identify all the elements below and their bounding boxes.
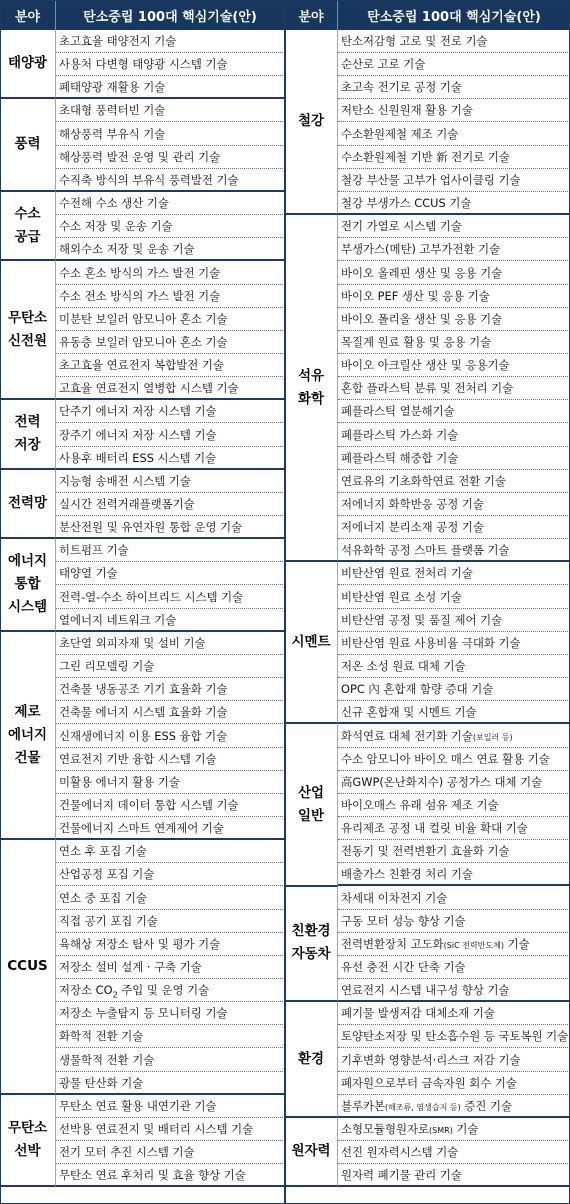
tech-item-left-8-4: 육해상 저장소 탐사 및 평가 기술	[56, 933, 285, 956]
tech-item-left-8-8: 화학적 전환 기술	[56, 1025, 285, 1048]
tech-item-right-3-5: 전동기 및 전력변환기 효율화 기술	[338, 840, 570, 863]
tech-item-left-7-0: 초단열 외피자재 및 설비 기술	[56, 632, 285, 655]
tech-item-right-0-3: 저탄소 신원원재 활용 기술	[338, 99, 570, 122]
tech-item-left-0-0: 초고효율 태양전지 기술	[56, 30, 285, 53]
field-left-7: 제로 에너지 건물	[0, 632, 56, 840]
tech-item-left-8-3: 직접 공기 포집 기술	[56, 910, 285, 933]
tech-item-left-5-1: 실시간 전력거래플랫폼기술	[56, 493, 285, 516]
tech-item-left-8-10: 광물 탄산화 기술	[56, 1072, 285, 1095]
tech-item-right-3-4: 유리제조 공정 내 컬릿 비율 확대 기술	[338, 817, 570, 840]
tech-item-right-2-2: 비탄산염 공정 및 품질 제어 기술	[338, 609, 570, 632]
tech-item-left-7-3: 건축물 에너지 시스템 효율화 기술	[56, 701, 285, 724]
tech-item-right-5-0: 폐기물 발생저감 대체소재 기술	[338, 1002, 570, 1025]
tech-item-right-1-13: 저에너지 분리소재 공정 기술	[338, 516, 570, 539]
tech-item-right-1-0: 전기 가열로 시스템 기술	[338, 215, 570, 238]
field-left-9: 무탄소 선박	[0, 1095, 56, 1188]
tech-item-left-9-3: 무탄소 연료 후처리 및 효율 향상 기술	[56, 1164, 285, 1187]
tech-item-right-1-5: 목질계 원료 활용 및 응용 기술	[338, 331, 570, 354]
tech-item-left-9-2: 전기 모터 추진 시스템 기술	[56, 1141, 285, 1164]
tech-item-right-0-4: 수소환원제철 제조 기술	[338, 123, 570, 146]
tech-item-right-1-11: 연료유의 기초화학연료 전환 기술	[338, 470, 570, 493]
tech-item-right-4-0: 차세대 이차전지 기술	[338, 887, 570, 910]
tech-item-right-2-1: 비탄산염 원료 소성 기술	[338, 586, 570, 609]
field-left-5: 전력망	[0, 470, 56, 539]
tech-item-left-6-3: 열에너지 네트워크 기술	[56, 609, 285, 632]
tech-item-left-7-1: 그린 리모델링 기술	[56, 655, 285, 678]
tech-item-left-7-6: 미활용 에너지 활용 기술	[56, 771, 285, 794]
tech-item-right-0-7: 철강 부생가스 CCUS 기술	[338, 192, 570, 215]
tech-item-left-3-1: 수소 전소 방식의 가스 발전 기술	[56, 285, 285, 308]
field-right-1: 석유 화학	[285, 215, 338, 562]
tech-item-left-3-0: 수소 혼소 방식의 가스 발전 기술	[56, 262, 285, 285]
tech-item-right-1-3: 바이오 PEF 생산 및 응용 기술	[338, 285, 570, 308]
tech-item-right-4-4: 연료전지 시스템 내구성 향상 기술	[338, 979, 570, 1002]
tech-item-right-0-1: 순산로 고로 기술	[338, 53, 570, 76]
tech-item-left-6-2: 전력-열-수소 하이브리드 시스템 기술	[56, 586, 285, 609]
tech-item-left-2-0: 수전해 수소 생산 기술	[56, 192, 285, 215]
tech-item-right-2-0: 비탄산염 원료 전처리 기술	[338, 562, 570, 585]
annotation-note: (SiC 전력반도체)	[443, 940, 504, 950]
tech-item-left-1-1: 해상풍력 부유식 기술	[56, 123, 285, 146]
field-left-4: 전력 저장	[0, 400, 56, 469]
header-field-right: 분야	[285, 0, 338, 30]
tech-item-right-3-1: 수소 암모니아 바이오 매스 연료 활용 기술	[338, 748, 570, 771]
tech-item-right-0-0: 탄소저감형 고로 및 전로 기술	[338, 30, 570, 53]
header-field-left: 분야	[0, 0, 56, 30]
tech-item-left-8-0: 연소 후 포집 기술	[56, 840, 285, 863]
tech-item-left-0-1: 사용처 다변형 태양광 시스템 기술	[56, 53, 285, 76]
tech-item-left-7-2: 건축물 냉동공조 기기 효율화 기술	[56, 678, 285, 701]
field-right-3: 산업 일반	[285, 725, 338, 887]
tech-item-right-1-4: 바이오 폴리올 생산 및 응용 기술	[338, 308, 570, 331]
annotation-note: (해조류, 염생습지 등)	[385, 1102, 461, 1112]
tech-item-right-6-0: 소형모듈형원자로(SMR) 기술	[338, 1118, 570, 1141]
tech-item-left-7-4: 신재생에너지 이용 ESS 융합 기술	[56, 725, 285, 748]
tech-item-left-9-0: 무탄소 연료 활용 내연기관 기술	[56, 1095, 285, 1118]
tech-item-left-8-7: 저장소 누출탐지 등 모니터링 기술	[56, 1002, 285, 1025]
tech-item-right-3-2: 高GWP(온난화지수) 공정가스 대체 기술	[338, 771, 570, 794]
tech-item-left-6-1: 태양열 기술	[56, 562, 285, 585]
tech-item-right-5-2: 기후변화 영향분석·리스크 저감 기술	[338, 1049, 570, 1072]
tech-item-left-3-3: 유동층 보일러 암모니아 혼소 기술	[56, 331, 285, 354]
header-tech-left: 탄소중립 100대 핵심기술(안)	[56, 0, 285, 30]
tech-item-left-1-0: 초대형 풍력터빈 기술	[56, 99, 285, 122]
tech-item-right-2-6: 신규 혼합재 및 시멘트 기술	[338, 701, 570, 724]
field-right-0: 철강	[285, 30, 338, 215]
tech-item-left-8-2: 연소 중 포집 기술	[56, 887, 285, 910]
field-left-3: 무탄소 신전원	[0, 262, 56, 401]
tech-item-right-1-6: 바이오 아크릴산 생산 및 응용기술	[338, 354, 570, 377]
tech-item-left-8-5: 저장소 설비 설계 · 구축 기술	[56, 956, 285, 979]
tech-item-left-5-2: 분산전원 및 유연자원 통합 운영 기술	[56, 516, 285, 539]
tech-item-right-2-3: 비탄산염 원료 사용비율 극대화 기술	[338, 632, 570, 655]
tech-item-right-1-7: 혼합 플라스틱 분류 및 전처리 기술	[338, 377, 570, 400]
tech-item-left-5-0: 지능형 송배전 시스템 기술	[56, 470, 285, 493]
tech-item-left-7-7: 건물에너지 데이터 통합 시스템 기술	[56, 794, 285, 817]
tech-item-right-4-3: 유선 충전 시간 단축 기술	[338, 956, 570, 979]
tech-item-left-9-1: 선박용 연료전지 및 배터리 시스템 기술	[56, 1118, 285, 1141]
tech-item-left-8-6: 저장소 $CO_2$ 주입 및 운영 기술	[56, 979, 285, 1002]
field-left-0: 태양광	[0, 30, 56, 99]
field-left-6: 에너지 통합 시스템	[0, 539, 56, 632]
tech-item-left-3-4: 초고효율 연료전지 복합발전 기술	[56, 354, 285, 377]
tech-item-right-6-2: 원자력 폐기물 관리 기술	[338, 1164, 570, 1187]
tech-item-right-4-2: 전력변환장치 고도화(SiC 전력반도체) 기술	[338, 933, 570, 956]
tech-item-left-2-2: 해외수소 저장 및 운송 기술	[56, 238, 285, 261]
tech-item-right-0-5: 수소환원제철 기반 新 전기로 기술	[338, 146, 570, 169]
tech-item-right-5-3: 폐자원으로부터 금속자원 회수 기술	[338, 1072, 570, 1095]
tech-item-right-1-1: 부생가스(메탄) 고부가전환 기술	[338, 238, 570, 261]
tech-item-left-7-5: 연료전지 기반 융합 시스템 기술	[56, 748, 285, 771]
tech-item-left-1-2: 해상풍력 발전 운영 및 관리 기술	[56, 146, 285, 169]
tech-item-right-1-14: 석유화학 공정 스마트 플랫폼 기술	[338, 539, 570, 562]
tech-item-right-1-9: 폐플라스틱 가스화 기술	[338, 424, 570, 447]
center-divider	[284, 0, 286, 1204]
header-tech-right: 탄소중립 100대 핵심기술(안)	[338, 0, 570, 30]
tech-item-left-3-5: 고효율 연료전지 열병합 시스템 기술	[56, 377, 285, 400]
annotation-note: (보일러 등)	[472, 732, 513, 742]
tech-item-right-1-12: 저에너지 화학반응 공정 기술	[338, 493, 570, 516]
tech-item-right-5-4: 블루카본(해조류, 염생습지 등) 증진 기술	[338, 1095, 570, 1118]
tech-item-left-3-2: 미분탄 보일러 암모니아 혼소 기술	[56, 308, 285, 331]
tech-item-left-8-1: 산업공정 포집 기술	[56, 863, 285, 886]
tech-item-right-3-3: 바이오매스 유래 섬유 제조 기술	[338, 794, 570, 817]
tech-item-left-4-0: 단주기 에너지 저장 시스템 기술	[56, 400, 285, 423]
tech-item-left-7-8: 건물에너지 스마트 연계제어 기술	[56, 817, 285, 840]
tech-item-right-6-1: 선진 원자력시스템 기술	[338, 1141, 570, 1164]
field-left-2: 수소 공급	[0, 192, 56, 261]
tech-item-left-0-2: 폐태양광 재활용 기술	[56, 76, 285, 99]
field-left-1: 풍력	[0, 99, 56, 192]
tech-item-left-2-1: 수소 저장 및 운송 기술	[56, 215, 285, 238]
tech-item-right-5-1: 토양탄소저장 및 탄소흡수원 등 국토복원 기술	[338, 1025, 570, 1048]
tech-item-right-4-1: 구동 모터 성능 향상 기술	[338, 910, 570, 933]
tech-item-left-1-3: 수직축 방식의 부유식 풍력발전 기술	[56, 169, 285, 192]
tech-item-right-2-5: OPC 內 혼합재 함량 증대 기술	[338, 678, 570, 701]
tech-item-right-3-6: 배출가스 친환경 처리 기술	[338, 863, 570, 886]
field-right-5: 환경	[285, 1002, 338, 1118]
tech-item-right-0-6: 철강 부산물 고부가 업사이클링 기술	[338, 169, 570, 192]
field-right-2: 시멘트	[285, 562, 338, 724]
tech-item-left-6-0: 히트펌프 기술	[56, 539, 285, 562]
tech-item-left-4-1: 장주기 에너지 저장 시스템 기술	[56, 424, 285, 447]
tech-item-right-2-4: 저온 소성 원료 대체 기술	[338, 655, 570, 678]
field-left-8: CCUS	[0, 840, 56, 1095]
annotation-note: (SMR)	[429, 1126, 453, 1136]
tech-item-left-4-2: 사용후 배터리 ESS 시스템 기술	[56, 447, 285, 470]
tech-item-right-1-8: 폐플라스틱 열분해기술	[338, 400, 570, 423]
field-right-4: 친환경 자동차	[285, 887, 338, 1003]
tech-item-left-8-9: 생물학적 전환 기술	[56, 1049, 285, 1072]
field-right-6: 원자력	[285, 1118, 338, 1187]
tech-item-right-3-0: 화석연료 대체 전기화 기술(보일러 등)	[338, 725, 570, 748]
tech-item-right-1-10: 폐플라스틱 해중합 기술	[338, 447, 570, 470]
tech-item-right-1-2: 바이오 올레핀 생산 및 응용 기술	[338, 262, 570, 285]
subscript-2: 2	[112, 990, 118, 1000]
tech-item-right-0-2: 초고속 전기로 공정 기술	[338, 76, 570, 99]
